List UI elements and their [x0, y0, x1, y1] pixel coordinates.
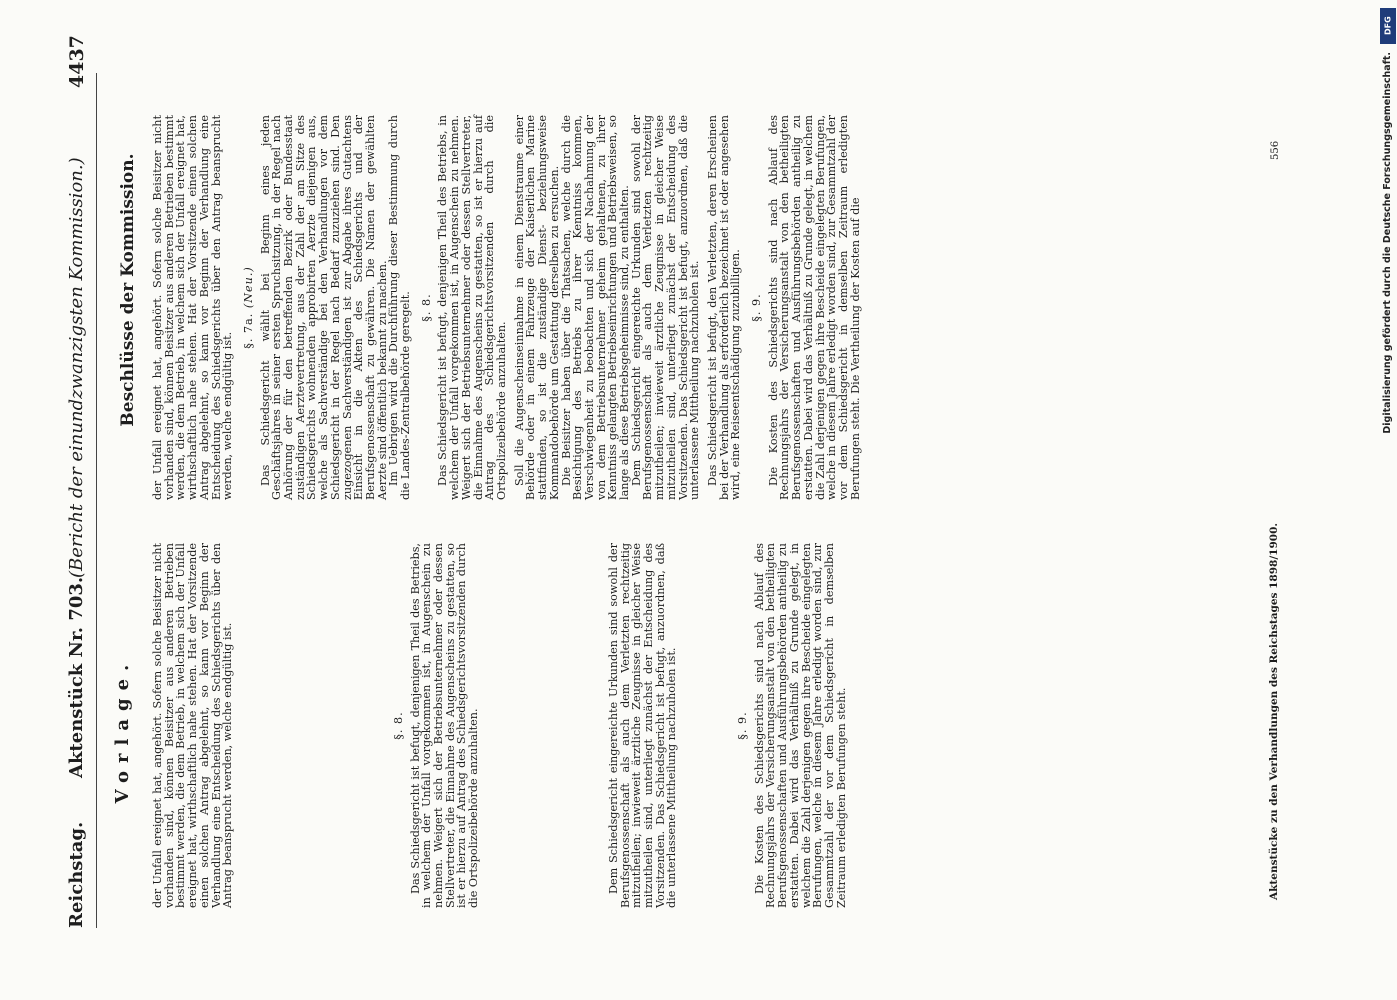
header-page-number: 4437: [66, 35, 88, 88]
section-9-title: §. 9.: [750, 293, 764, 322]
header-reichstag: Reichstag.: [66, 821, 87, 928]
paragraph-beisitzer: Die Beisitzer haben über die Thatsachen, welche durch die Besichtigung des Betriebs zu ihrer Kenntniss kommen, Verschwiegenheit zu beobachten und sich der Nachahmung der von dem Betriebsunternehmer geheim gehaltenen, zu ihrer Kenntniss gelangten Betriebseinrichtungen und Betriebsweisen, so lange als diese Betriebsgeheimnisse sind, zu enthalten.: [559, 115, 632, 500]
paragraph-urkunden: Dem Schiedsgericht eingereichte Urkunden sind sowohl der Berufsgenossenschaft als auch dem Verletzten rechtzeitig mitzutheilen; inwieweit ärztliche Zeugnisse in gleicher Weise mitzutheilen sind, unterliegt zunächst der Entscheidung des Vorsitzenden. Das Schiedsgericht ist befugt, anzuordnen, daß die unterlassene Mittheilung nachzuholen ist.: [629, 115, 702, 500]
header-rule: [96, 73, 97, 928]
spacer: [480, 543, 608, 908]
section-7a-title: [243, 115, 255, 500]
section-7a-neu: (Neu.): [241, 266, 255, 309]
section-8-title: §. 8.: [391, 711, 405, 740]
dfg-funding-note: Digitalisierung gefördert durch die Deutsche Forschungsgemeinschaft.: [1382, 52, 1393, 434]
paragraph-urkunden: Dem Schiedsgericht eingereichte Urkunden sind sowohl der Berufsgenossenschaft als auch dem Verletzten rechtzeitig mitzutheilen; inwieweit ärztliche Zeugnisse in gleicher Weise mitzutheilen sind, unterliegt zunächst der Entscheidung des Vorsitzenden. Das Schiedsgericht ist befugt, anzuordnen, daß die unterlassene Mittheilung nachzuholen ist.: [606, 543, 679, 908]
right-column: [152, 115, 861, 500]
digitization-strip: [1379, 0, 1397, 1000]
spacer: [678, 543, 728, 908]
running-header: [66, 0, 96, 928]
section-9-text: Die Kosten des Schiedsgerichts sind nach Ablauf des Rechnungsjahrs der Versicherungsanstalt von den betheiligten Berufsgenossenschaften und Ausführungsbehörden antheilig zu erstatten. Dabei wird das Verhältniß zu Grunde gelegt, in welchem die Zahl derjenigen gegen ihre Bescheide eingelegten Berufungen, welche in diesem Jahre erledigt worden sind, zur Gesammtzahl der vor dem Schiedsgericht in demselben Zeitraum erledigten Berufungen steht.: [752, 543, 848, 908]
footer-signature-number: 556: [1270, 140, 1281, 160]
footer-collection: Aktenstücke zu den Verhandlungen des Reichstages 1898/1900.: [1268, 522, 1280, 900]
paragraph-intro: der Unfall ereignet hat, angehört. Sofern solche Beisitzer nicht vorhanden sind, können Beisitzer aus anderen Betrieben bestimmt werden, die dem Betrieb, in welchem sich der Unfall ereignet hat, wirthschaftlich nahe stehen. Hat der Vorsitzende einen solchen Antrag abgelehnt, so kann vor Beginn der Verhandlung eine Entscheidung des Schiedsgerichts über den Antrag beansprucht werden, welche endgültig ist.: [151, 543, 235, 908]
section-7a-number: §. 7a.: [241, 312, 255, 349]
left-column: [152, 543, 847, 908]
paragraph-intro: der Unfall ereignet hat, angehört. Sofern solche Beisitzer nicht vorhanden sind, können Beisitzer aus anderen Betrieben bestimmt werden, die dem Betrieb, in welchem sich der Unfall ereignet hat, wirthschaftlich nahe stehen. Hat der Vorsitzende einen solchen Antrag abgelehnt, so kann vor Beginn der Verhandlung eine Entscheidung des Schiedsgerichts über den Antrag beansprucht werden, welche endgültig ist.: [151, 115, 235, 500]
section-9-text: Die Kosten des Schiedsgerichts sind nach Ablauf des Rechnungsjahrs der Versicherungsanstalt von den betheiligten Berufsgenossenschaften und Ausführungsbehörden antheilig zu erstatten. Dabei wird das Verhältniß zu Grunde gelegt, in welchem die Zahl derjenigen gegen ihre Bescheide eingelegten Berufungen, welche in diesem Jahre erledigt worden sind, zur Gesammtzahl der vor dem Schiedsgericht in demselben Zeitraum erledigten Berufungen steht. Die Vertheilung der Kosten auf die: [766, 115, 862, 500]
section-8-text: Das Schiedsgericht ist befugt, denjenigen Theil des Betriebs, in welchem der Unfall vorgekommen ist, in Augenschein zu nehmen. Weigert sich der Betriebsunternehmer oder dessen Stellvertreter, die Einnahme des Augenscheins zu gestatten, so ist er hierzu auf Antrag des Schiedsgerichtsvorsitzenden durch die Ortspolizeibehörde anzuhalten.: [436, 115, 508, 500]
header-subtitle: (Bericht der einundzwanzigsten Kommission.): [66, 157, 87, 578]
section-8-text: Das Schiedsgericht ist befugt, denjenigen Theil des Betriebs, in welchem der Unfall vorgekommen ist, in Augenschein zu nehmen. Weigert sich der Betriebsunternehmer oder dessen Stellvertreter, die Einnahme des Augenscheins zu gestatten, so ist er hierzu auf Antrag des Schiedsgerichtsvorsitzenden durch die Ortspolizeibehörde anzuhalten.: [408, 543, 481, 908]
spacer: [234, 543, 384, 908]
paragraph-augenschein: Soll die Augenscheinseinnahme in einem Dienstraume einer Behörde oder in einem Fahrzeuge der Kaiserlichen Marine stattfinden, so ist die zuständige Dienst- beziehungsweise Kommandobehörde um Gestattung derselben zu ersuchen.: [512, 115, 561, 500]
dfg-logo: DFG: [1380, 8, 1396, 44]
right-column-heading: Beschlüsse der Kommission.: [118, 153, 138, 427]
section-7a-paragraph-1: Das Schiedsgericht wählt bei Beginn eines jeden Geschäftsjahres in seiner ersten Spruchsitzung, in der Regel nach Anhörung der für den betreffenden Bezirk oder Bundesstaat zuständigen Aerztevertretung, aus der Zahl der am Sitze des Schiedsgerichts wohnenden approbirten Aerzte diejenigen aus, welche als Sachverständige bei den Verhandlungen vor dem Schiedsgericht in der Regel nach Bedarf zuzuziehen sind. Den zugezogenen Sachverständigen ist zur Abgabe ihres Gutachtens Einsicht in die Akten des Schiedsgerichts und der Berufsgenossenschaft zu gewähren. Die Namen der gewählten Aerzte sind öffentlich bekannt zu machen.: [258, 115, 389, 500]
section-8-title: §. 8.: [419, 293, 433, 322]
header-document-number: Aktenstück Nr. 703.: [66, 576, 87, 778]
left-column-heading: Vorlage.: [112, 656, 133, 804]
paragraph-verletzte: Das Schiedsgericht ist befugt, den Verletzten, deren Erscheinen bei der Verhandlung als erforderlich bezeichnet ist oder angesehen wird, eine Reiseentschädigung zuzubilligen.: [705, 115, 743, 500]
section-7a-paragraph-2: Im Uebrigen wird die Durchführung dieser Bestimmung durch die Landes-Zentralbehörde geregelt.: [387, 115, 413, 500]
section-9-title: §. 9.: [736, 711, 750, 740]
